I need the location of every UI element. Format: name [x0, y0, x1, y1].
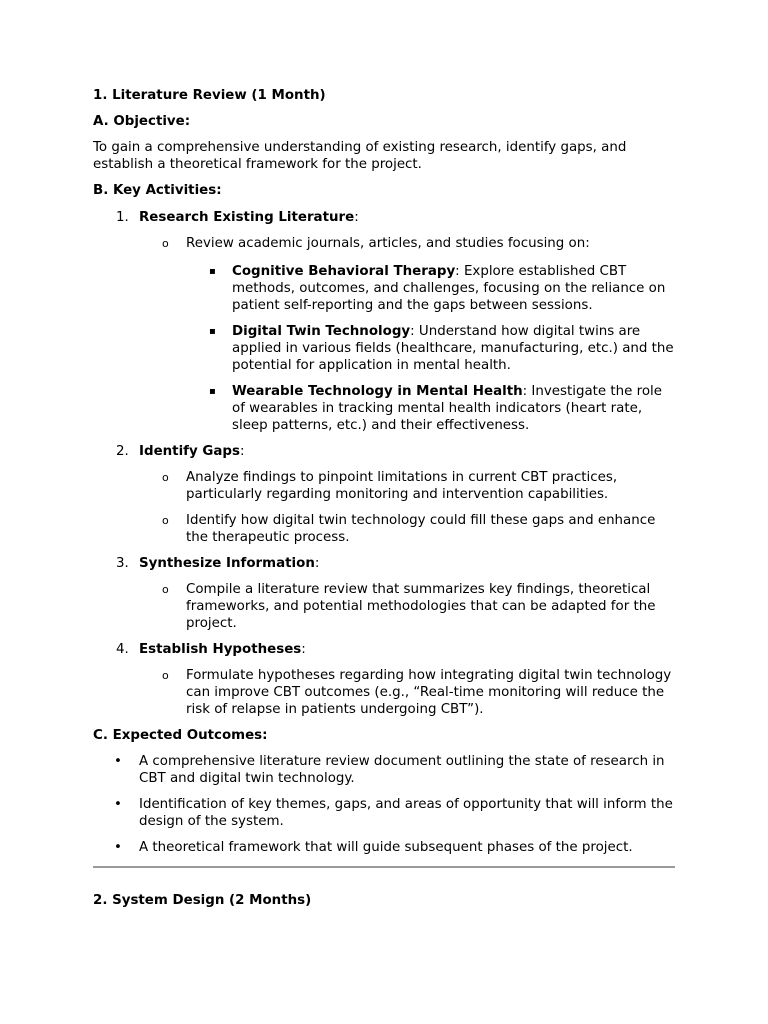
- colon: :: [239, 444, 245, 459]
- outcome-text: Identification of key themes, gaps, and areas of opportunity that will inform the design of the system.: [139, 797, 673, 829]
- document-page: [93, 87, 675, 909]
- activity-item: [93, 443, 675, 460]
- focus-item-text: : Investigate the role of wearables in tracking mental health indicators (heart rate, sleep patterns, etc.) and their effectiveness.: [232, 384, 662, 433]
- colon: :: [301, 642, 306, 657]
- activity-item: [93, 209, 675, 226]
- activity-point: [93, 512, 675, 546]
- activity-point: [93, 581, 675, 632]
- circle-bullet-icon: o: [162, 514, 169, 527]
- section-2-title: 2. System Design (2 Months): [93, 893, 312, 908]
- square-bullet-icon: ▪: [209, 326, 216, 337]
- colon: :: [354, 210, 359, 225]
- activity-item: [93, 641, 675, 658]
- colon: :: [314, 556, 320, 571]
- focus-item-title: Wearable Technology in Mental Health: [232, 384, 523, 399]
- activity-point-text: Formulate hypotheses regarding how integrating digital twin technology can improve CBT outcomes (e.g., “Real-time monitoring will reduce the risk of relapse in patients undergoing CBT”).: [186, 668, 672, 717]
- outcome-text: A theoretical framework that will guide subsequent phases of the project.: [139, 840, 633, 855]
- bullet-icon: •: [114, 840, 122, 855]
- focus-item-text: : Understand how digital twins are applied in various fields (healthcare, manufacturing, etc.) and the potential for application in mental health.: [232, 324, 674, 373]
- circle-bullet-icon: o: [162, 669, 169, 682]
- activity-number: 4.: [116, 642, 129, 657]
- outcomes-heading: C. Expected Outcomes:: [93, 728, 268, 743]
- activity-number: 2.: [116, 444, 129, 459]
- activity-point-text: Analyze findings to pinpoint limitations in current CBT practices, particularly regarding monitoring and intervention capabilities.: [186, 470, 618, 502]
- square-bullet-icon: ▪: [209, 386, 216, 397]
- activity-point: [93, 667, 675, 718]
- section-1-title: 1. Literature Review (1 Month): [93, 88, 326, 103]
- focus-item: [93, 323, 675, 374]
- horizontal-rule: [93, 866, 675, 868]
- activity-number: 1.: [116, 210, 129, 225]
- bullet-icon: •: [114, 754, 122, 769]
- outcome-item: [93, 796, 675, 830]
- activity-title: Synthesize Information: [139, 556, 315, 571]
- focus-item-text: : Explore established CBT methods, outcomes, and challenges, focusing on the reliance on patient self-reporting and the gaps between sessions.: [232, 264, 666, 313]
- focus-item-title: Digital Twin Technology: [232, 324, 411, 339]
- objective-heading: A. Objective:: [93, 114, 191, 129]
- circle-bullet-icon: o: [162, 471, 169, 484]
- bullet-icon: •: [114, 797, 122, 812]
- objective-text: To gain a comprehensive understanding of existing research, identify gaps, and establish a theoretical framework for the project.: [93, 140, 627, 172]
- activity-point-text: Review academic journals, articles, and studies focusing on:: [186, 236, 590, 251]
- activity-point-text: Identify how digital twin technology could fill these gaps and enhance the therapeutic process.: [186, 513, 656, 545]
- activity-point-text: Compile a literature review that summarizes key findings, theoretical frameworks, and potential methodologies that can be adapted for the project.: [186, 582, 656, 631]
- activity-item: [93, 555, 675, 572]
- focus-item: [93, 263, 675, 314]
- activity-title: Identify Gaps: [139, 444, 240, 459]
- outcome-text: A comprehensive literature review document outlining the state of research in CBT and digital twin technology.: [139, 754, 665, 786]
- activity-title: Establish Hypotheses: [139, 642, 302, 657]
- activity-number: 3.: [116, 556, 129, 571]
- outcome-item: [93, 839, 675, 856]
- activity-title: Research Existing Literature: [139, 210, 355, 225]
- activity-point: [93, 235, 675, 252]
- outcome-item: [93, 753, 675, 787]
- activity-point: [93, 469, 675, 503]
- square-bullet-icon: ▪: [209, 266, 216, 277]
- circle-bullet-icon: o: [162, 237, 169, 250]
- activities-heading: B. Key Activities:: [93, 183, 222, 198]
- focus-item-title: Cognitive Behavioral Therapy: [232, 264, 456, 279]
- focus-item: [93, 383, 675, 434]
- circle-bullet-icon: o: [162, 583, 169, 596]
